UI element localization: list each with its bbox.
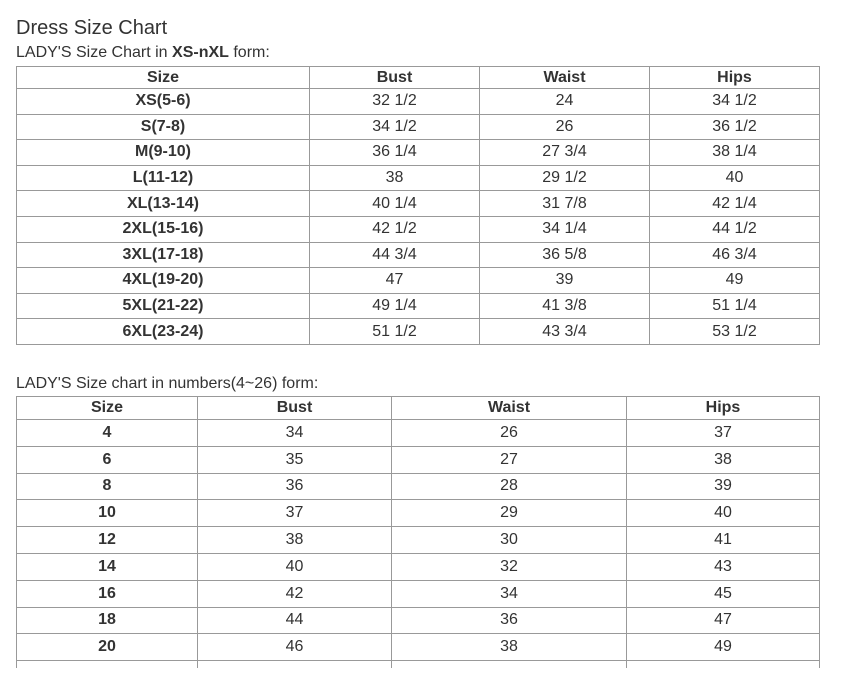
hips-cell bbox=[627, 661, 820, 668]
hips-cell: 34 1/2 bbox=[650, 89, 820, 115]
waist-cell: 43 3/4 bbox=[480, 319, 650, 345]
caption-bold: XS-nXL bbox=[172, 44, 229, 61]
hips-cell: 39 bbox=[627, 473, 820, 500]
bust-cell: 49 1/4 bbox=[310, 293, 480, 319]
size-cell: 12 bbox=[17, 527, 198, 554]
table-row bbox=[17, 634, 820, 661]
header-bust: Bust bbox=[198, 397, 392, 420]
hips-cell: 49 bbox=[627, 634, 820, 661]
size-cell: 6XL(23-24) bbox=[17, 319, 310, 345]
caption-prefix: LADY'S Size Chart in bbox=[16, 44, 173, 61]
waist-cell: 34 1/4 bbox=[480, 216, 650, 242]
waist-cell: 28 bbox=[392, 473, 627, 500]
size-cell: 2XL(15-16) bbox=[17, 216, 310, 242]
size-cell: 5XL(21-22) bbox=[17, 293, 310, 319]
bust-cell: 35 bbox=[198, 446, 392, 473]
header-hips: Hips bbox=[650, 67, 820, 89]
size-cell bbox=[17, 661, 198, 668]
size-cell: XL(13-14) bbox=[17, 191, 310, 217]
numbers-size-table bbox=[16, 396, 820, 668]
bust-cell: 36 bbox=[198, 473, 392, 500]
hips-cell: 53 1/2 bbox=[650, 319, 820, 345]
page-title: Dress Size Chart bbox=[16, 17, 168, 39]
waist-cell: 29 bbox=[392, 500, 627, 527]
table-row bbox=[17, 500, 820, 527]
hips-cell: 40 bbox=[650, 165, 820, 191]
waist-cell: 36 5/8 bbox=[480, 242, 650, 268]
table-row bbox=[17, 473, 820, 500]
bust-cell: 42 1/2 bbox=[310, 216, 480, 242]
bust-cell: 47 bbox=[310, 268, 480, 294]
waist-cell: 36 bbox=[392, 607, 627, 634]
size-cell: S(7-8) bbox=[17, 114, 310, 140]
waist-cell: 27 bbox=[392, 446, 627, 473]
hips-cell: 36 1/2 bbox=[650, 114, 820, 140]
hips-cell: 45 bbox=[627, 580, 820, 607]
size-cell: 20 bbox=[17, 634, 198, 661]
header-size: Size bbox=[17, 397, 198, 420]
hips-cell: 40 bbox=[627, 500, 820, 527]
size-cell: 16 bbox=[17, 580, 198, 607]
size-cell: L(11-12) bbox=[17, 165, 310, 191]
hips-cell: 41 bbox=[627, 527, 820, 554]
size-cell: 3XL(17-18) bbox=[17, 242, 310, 268]
waist-cell: 30 bbox=[392, 527, 627, 554]
bust-cell: 36 1/4 bbox=[310, 140, 480, 166]
waist-cell: 34 bbox=[392, 580, 627, 607]
table-row bbox=[17, 580, 820, 607]
hips-cell: 37 bbox=[627, 420, 820, 447]
bust-cell: 42 bbox=[198, 580, 392, 607]
header-waist: Waist bbox=[480, 67, 650, 89]
bust-cell: 40 bbox=[198, 553, 392, 580]
bust-cell: 34 bbox=[198, 420, 392, 447]
hips-cell: 38 1/4 bbox=[650, 140, 820, 166]
bust-cell: 38 bbox=[310, 165, 480, 191]
caption-suffix: form: bbox=[228, 44, 270, 61]
header-hips: Hips bbox=[627, 397, 820, 420]
waist-cell: 32 bbox=[392, 553, 627, 580]
bust-cell: 38 bbox=[198, 527, 392, 554]
waist-cell: 26 bbox=[480, 114, 650, 140]
hips-cell: 44 1/2 bbox=[650, 216, 820, 242]
numbers-caption: LADY'S Size chart in numbers(4~26) form: bbox=[16, 375, 319, 392]
hips-cell: 38 bbox=[627, 446, 820, 473]
waist-cell bbox=[392, 661, 627, 668]
waist-cell: 29 1/2 bbox=[480, 165, 650, 191]
bust-cell: 40 1/4 bbox=[310, 191, 480, 217]
hips-cell: 49 bbox=[650, 268, 820, 294]
waist-cell: 41 3/8 bbox=[480, 293, 650, 319]
size-cell: M(9-10) bbox=[17, 140, 310, 166]
size-cell: 10 bbox=[17, 500, 198, 527]
header-waist: Waist bbox=[392, 397, 627, 420]
waist-cell: 24 bbox=[480, 89, 650, 115]
waist-cell: 27 3/4 bbox=[480, 140, 650, 166]
table-row bbox=[17, 420, 820, 447]
bust-cell: 34 1/2 bbox=[310, 114, 480, 140]
bust-cell bbox=[198, 661, 392, 668]
table-row bbox=[17, 446, 820, 473]
bust-cell: 44 3/4 bbox=[310, 242, 480, 268]
size-cell: 14 bbox=[17, 553, 198, 580]
bust-cell: 32 1/2 bbox=[310, 89, 480, 115]
size-cell: 18 bbox=[17, 607, 198, 634]
bust-cell: 37 bbox=[198, 500, 392, 527]
size-cell: 4 bbox=[17, 420, 198, 447]
header-size: Size bbox=[17, 67, 310, 89]
header-bust: Bust bbox=[310, 67, 480, 89]
hips-cell: 43 bbox=[627, 553, 820, 580]
table-row bbox=[17, 661, 820, 668]
table-row bbox=[17, 527, 820, 554]
waist-cell: 39 bbox=[480, 268, 650, 294]
waist-cell: 31 7/8 bbox=[480, 191, 650, 217]
table-row bbox=[17, 607, 820, 634]
hips-cell: 46 3/4 bbox=[650, 242, 820, 268]
size-cell: 8 bbox=[17, 473, 198, 500]
hips-cell: 42 1/4 bbox=[650, 191, 820, 217]
waist-cell: 26 bbox=[392, 420, 627, 447]
hips-cell: 47 bbox=[627, 607, 820, 634]
bust-cell: 46 bbox=[198, 634, 392, 661]
bust-cell: 51 1/2 bbox=[310, 319, 480, 345]
table-header-row bbox=[17, 397, 820, 420]
size-cell: 4XL(19-20) bbox=[17, 268, 310, 294]
bust-cell: 44 bbox=[198, 607, 392, 634]
table-row bbox=[17, 553, 820, 580]
size-cell: XS(5-6) bbox=[17, 89, 310, 115]
waist-cell: 38 bbox=[392, 634, 627, 661]
hips-cell: 51 1/4 bbox=[650, 293, 820, 319]
table-body bbox=[17, 420, 820, 669]
size-cell: 6 bbox=[17, 446, 198, 473]
